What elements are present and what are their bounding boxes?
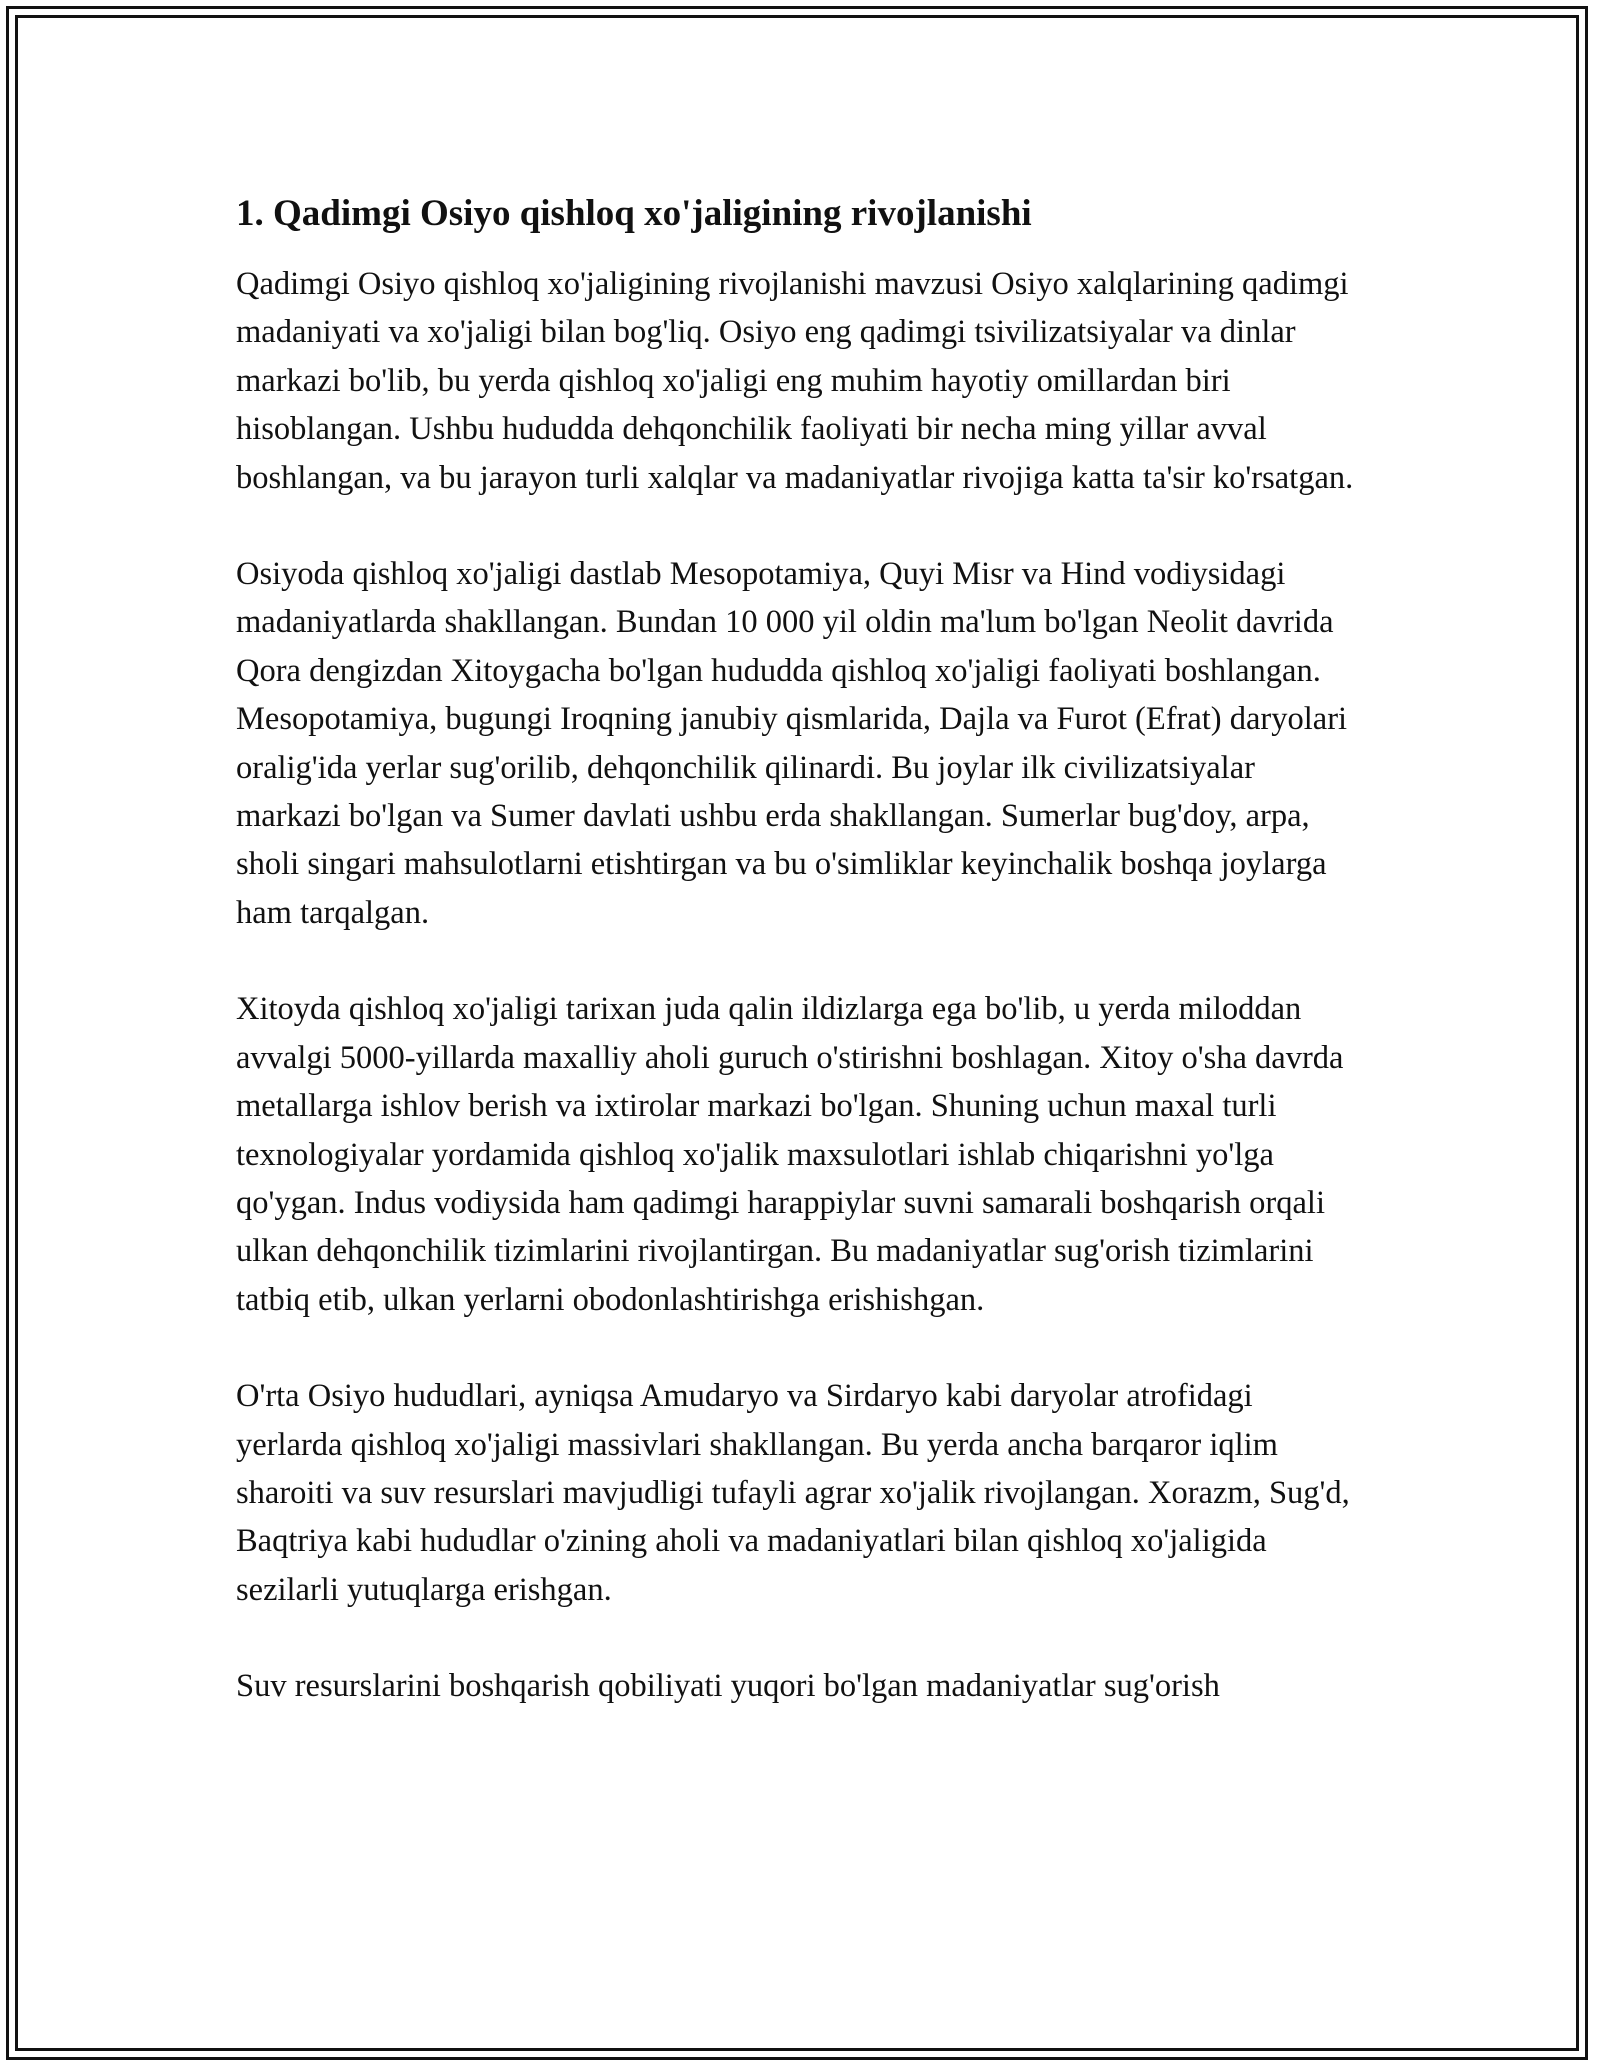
paragraph-4: O'rta Osiyo hududlari, ayniqsa Amudaryo va Sirdaryo kabi daryolar atrofidagi yerlarda qishloq xo'jaligi massivlari shakllangan. Bu yerda ancha barqaror iqlim sharoiti va suv resurslari mavjudligi tufayli agrar xo'jalik rivojlangan. Xorazm, Sug'd, Baqtriya kabi hududlar o'zining aholi va madaniyatlari bilan qishloq xo'jaligida sezilarli yutuqlarga erishgan. <box>236 1378 1350 1608</box>
paragraph-2: Osiyoda qishloq xo'jaligi dastlab Mesopotamiya, Quyi Misr va Hind vodiysidagi madaniyatlarda shakllangan. Bundan 10 000 yil oldin ma'lum bo'lgan Neolit davrida Qora dengizdan Xitoygacha bo'lgan hududda qishloq xo'jaligi faoliyati boshlangan. Mesopotamiya, bugungi Iroqning janubiy qismlarida, Dajla va Furot (Efrat) daryolari oralig'ida yerlar sug'orilib, dehqonchilik qilinardi. Bu joylar ilk civilizatsiyalar markazi bo'lgan va Sumer davlati ushbu erda shakllangan. Sumerlar bug'doy, arpa, sholi singari mahsulotlarni etishtirgan va bu o'simliklar keyinchalik boshqa joylarga ham tarqalgan. <box>236 556 1348 931</box>
paragraph-5: Suv resurslarini boshqarish qobiliyati yuqori bo'lgan madaniyatlar sug'orish <box>236 1668 1220 1705</box>
paragraph-3: Xitoyda qishloq xo'jaligi tarixan juda qalin ildizlarga ega bo'lib, u yerda miloddan avvalgi 5000-yillarda maxalliy aholi guruch o'stirishni boshlagan. Xitoy o'sha davrda metallarga ishlov berish va ixtirolar markazi bo'lgan. Shuning uchun maxal turli texnologiyalar yordamida qishloq xo'jalik maxsulotlari ishlab chiqarishni yo'lga qo'ygan. Indus vodiysida ham qadimgi harappiylar suvni samarali boshqarish orqali ulkan dehqonchilik tizimlarini rivojlantirgan. Bu madaniyatlar sug'orish tizimlarini tatbiq etib, ulkan yerlarni obodonlashtirishga erishishgan. <box>236 991 1344 1318</box>
section-heading: 1. Qadimgi Osiyo qishloq xo'jaligining rivojlanishi <box>236 193 1032 234</box>
document-body <box>236 190 1366 1759</box>
paragraph-1: Qadimgi Osiyo qishloq xo'jaligining rivojlanishi mavzusi Osiyo xalqlarining qadimgi madaniyati va xo'jaligi bilan bog'liq. Osiyo eng qadimgi tsivilizatsiyalar va dinlar markazi bo'lib, bu yerda qishloq xo'jaligi eng muhim hayotiy omillardan biri hisoblangan. Ushbu hududda dehqonchilik faoliyati bir necha ming yillar avval boshlangan, va bu jarayon turli xalqlar va madaniyatlar rivojiga katta ta'sir ko'rsatgan. <box>236 266 1354 496</box>
